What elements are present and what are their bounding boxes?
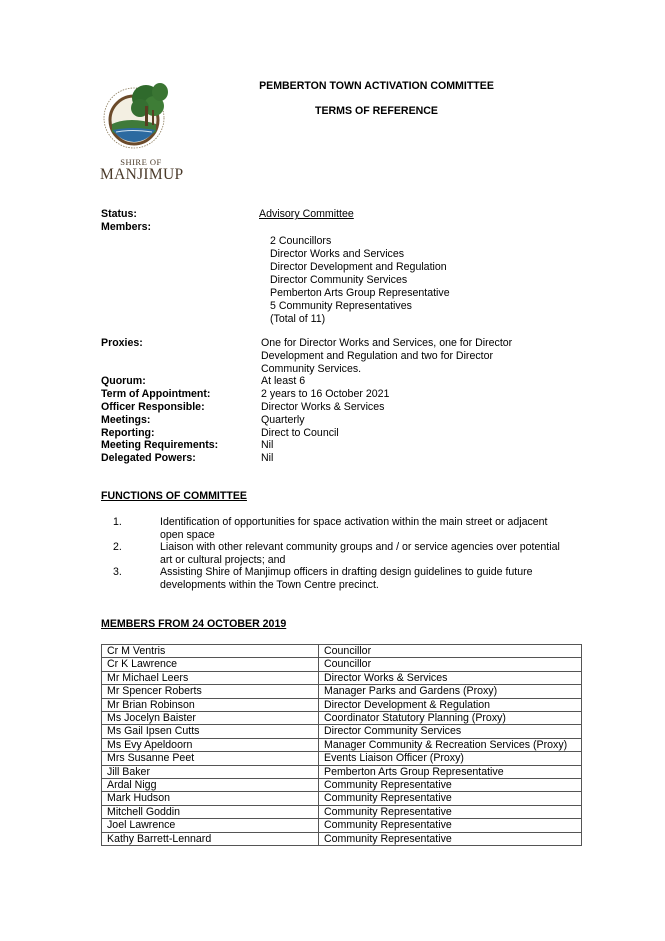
table-row [102, 725, 582, 738]
meeting-requirements-label: Meeting Requirements: [101, 439, 219, 451]
term-value: 2 years to 16 October 2021 [261, 388, 390, 400]
term-label: Term of Appointment: [101, 388, 211, 400]
table-row [102, 752, 582, 765]
members-table-heading: MEMBERS FROM 24 OCTOBER 2019 [101, 618, 287, 630]
member-name: Kathy Barrett-Lennard [102, 832, 319, 845]
member-role: Pemberton Arts Group Representative [319, 765, 582, 778]
reporting-label: Reporting: [101, 427, 155, 439]
members-list-item: Director Works and Services [270, 248, 405, 260]
members-list-item: (Total of 11) [270, 313, 326, 325]
function-text: Assisting Shire of Manjimup officers in drafting design guidelines to guide future developments within the Town Centre precinct. [160, 566, 533, 591]
officer-value: Director Works & Services [261, 401, 385, 413]
table-row [102, 765, 582, 778]
member-name: Cr M Ventris [102, 645, 319, 658]
member-name: Mr Brian Robinson [102, 698, 319, 711]
reporting-value: Direct to Council [261, 427, 339, 439]
quorum-label: Quorum: [101, 375, 146, 387]
member-role: Community Representative [319, 832, 582, 845]
member-name: Mark Hudson [102, 792, 319, 805]
members-table [101, 644, 582, 846]
document-title: PEMBERTON TOWN ACTIVATION COMMITTEE [259, 80, 494, 92]
function-text: Liaison with other relevant community groups and / or service agencies over potential art or cultural projects; and [160, 541, 560, 566]
member-role: Director Works & Services [319, 671, 582, 684]
function-number: 1. [113, 516, 122, 528]
member-role: Manager Community & Recreation Services (Proxy) [319, 738, 582, 751]
functions-heading: FUNCTIONS OF COMMITTEE [101, 490, 247, 502]
table-row [102, 819, 582, 832]
member-name: Ms Gail Ipsen Cutts [102, 725, 319, 738]
function-number: 3. [113, 566, 122, 578]
table-row [102, 645, 582, 658]
table-row [102, 805, 582, 818]
table-row [102, 832, 582, 845]
table-row [102, 779, 582, 792]
quorum-value: At least 6 [261, 375, 306, 387]
table-row [102, 738, 582, 751]
delegated-powers-label: Delegated Powers: [101, 452, 196, 464]
officer-label: Officer Responsible: [101, 401, 205, 413]
member-role: Councillor [319, 658, 582, 671]
member-name: Cr K Lawrence [102, 658, 319, 671]
proxies-line: One for Director Works and Services, one for Director [261, 337, 513, 349]
members-list-item: Director Development and Regulation [270, 261, 447, 273]
delegated-powers-value: Nil [261, 452, 274, 464]
proxies-line: Development and Regulation and two for Director [261, 350, 494, 362]
table-row [102, 712, 582, 725]
member-role: Community Representative [319, 819, 582, 832]
member-name: Jill Baker [102, 765, 319, 778]
status-label: Status: [101, 208, 137, 220]
member-name: Mr Michael Leers [102, 671, 319, 684]
table-row [102, 685, 582, 698]
proxies-label: Proxies: [101, 337, 143, 349]
status-value: Advisory Committee [259, 208, 354, 220]
table-row [102, 792, 582, 805]
member-role: Director Community Services [319, 725, 582, 738]
meetings-value: Quarterly [261, 414, 305, 426]
proxies-line: Community Services. [261, 363, 362, 375]
logo-shire-text: SHIRE OF [120, 157, 162, 167]
table-row [102, 698, 582, 711]
logo-manjimup-text: MANJIMUP [100, 166, 184, 183]
member-name: Joel Lawrence [102, 819, 319, 832]
members-composition-list [270, 235, 450, 326]
member-role: Councillor [319, 645, 582, 658]
member-name: Mr Spencer Roberts [102, 685, 319, 698]
member-name: Mrs Susanne Peet [102, 752, 319, 765]
member-name: Ms Evy Apeldoorn [102, 738, 319, 751]
member-role: Director Development & Regulation [319, 698, 582, 711]
table-row [102, 671, 582, 684]
function-text: Identification of opportunities for space activation within the main street or adjacent open space [160, 516, 548, 541]
meeting-requirements-value: Nil [261, 439, 274, 451]
function-number: 2. [113, 541, 122, 553]
table-row [102, 658, 582, 671]
member-role: Events Liaison Officer (Proxy) [319, 752, 582, 765]
member-name: Ardal Nigg [102, 779, 319, 792]
member-name: Mitchell Goddin [102, 805, 319, 818]
member-role: Community Representative [319, 779, 582, 792]
members-label: Members: [101, 221, 152, 233]
meetings-label: Meetings: [101, 414, 151, 426]
member-role: Manager Parks and Gardens (Proxy) [319, 685, 582, 698]
member-role: Community Representative [319, 805, 582, 818]
member-role: Coordinator Statutory Planning (Proxy) [319, 712, 582, 725]
member-role: Community Representative [319, 792, 582, 805]
members-list-item: 2 Councillors [270, 235, 332, 247]
shire-of-manjimup-logo [100, 78, 182, 186]
members-list-item: Pemberton Arts Group Representative [270, 287, 450, 299]
members-list-item: 5 Community Representatives [270, 300, 412, 312]
member-name: Ms Jocelyn Baister [102, 712, 319, 725]
members-list-item: Director Community Services [270, 274, 408, 286]
document-subtitle: TERMS OF REFERENCE [314, 105, 438, 117]
